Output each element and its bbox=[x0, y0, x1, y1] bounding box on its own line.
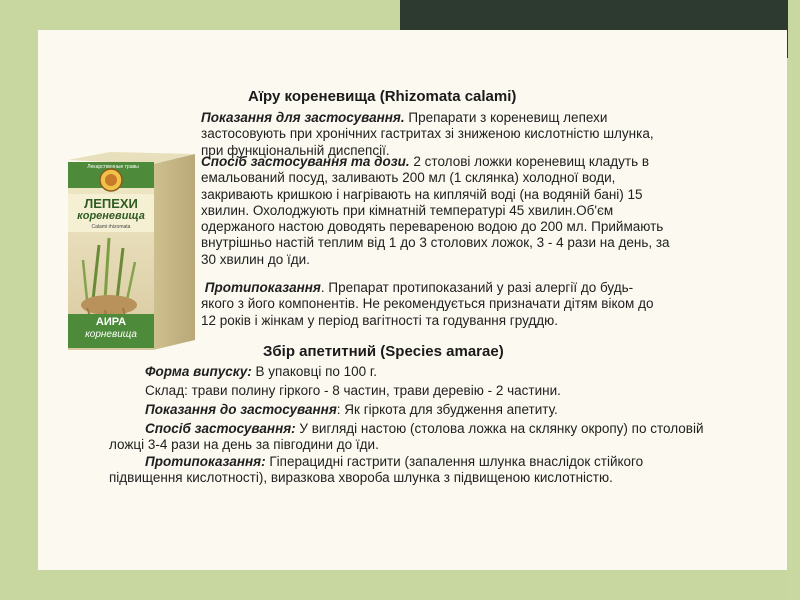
contra-text: . Препарат протипоказаний у разі алергії до будь-якого з його компонентів. Не рекомендується призначати дітям віком до 12 років і жінкам у період вагітності та годування груддю. bbox=[201, 280, 654, 328]
package-subtitle: Calami rhizomata bbox=[91, 224, 131, 230]
section2-indications bbox=[145, 402, 705, 418]
section1-indications bbox=[201, 110, 661, 159]
content-panel bbox=[38, 30, 787, 570]
method-label: Спосіб застосування та дози. bbox=[201, 154, 410, 169]
package-bottom-line1: АИРА bbox=[95, 316, 127, 328]
indications-text: Препарати з кореневищ лепехи застосовують при хронічних гастритах зі зниженою кислотністю шлунка, при функціональній диспепсії. bbox=[201, 110, 654, 158]
method2-text: У вигляді настою (столова ложка на склянку окропу) по столовій ложці 3-4 рази на день за півгодини до їди. bbox=[109, 421, 704, 453]
section2-form bbox=[145, 364, 705, 380]
indications2-text: : Як гіркота для збудження апетиту. bbox=[336, 402, 558, 417]
form-text: В упаковці по 100 г. bbox=[251, 364, 377, 379]
package-title-line2: кореневища bbox=[77, 210, 145, 222]
form-label: Форма випуску: bbox=[145, 364, 252, 379]
section1-contraindications bbox=[201, 280, 661, 329]
section1-method bbox=[201, 154, 681, 268]
section2-contraindications bbox=[109, 454, 709, 487]
method2-label: Спосіб застосування: bbox=[145, 421, 296, 436]
right-band bbox=[786, 0, 800, 600]
section1-title: Аїру кореневища (Rhizomata calami) bbox=[248, 88, 517, 105]
indications2-label: Показання до застосування bbox=[145, 402, 337, 417]
contra2-text: Гіперацидні гастрити (запалення шлунка внаслідок стійкого підвищення кислотності), виразкова хвороба шлунка з підвищеною кислотністю. bbox=[109, 454, 644, 486]
herb-package-image bbox=[65, 150, 200, 355]
section2-method bbox=[109, 421, 709, 454]
method-text: 2 столові ложки кореневищ кладуть в емальований посуд, заливають 200 мл (1 склянка) холодної води, закривають кришкою і нагрівають на киплячій воді (на водяній бані) 15 хвилин. Охолоджують при кімнатній температурі 45 хвилин.Об'єм одержаного настою доводять перевареною водою до 200 мл. Приймають внутрішньо настій теплим від 1 до 3 столових ложок, 3 - 4 рази на день, за 30 хвилин до їди. bbox=[201, 154, 670, 267]
section2-title: Збір апетитний (Species amarae) bbox=[263, 343, 504, 360]
indications-label: Показання для застосування. bbox=[201, 110, 405, 125]
section2-composition: Склад: трави полину гіркого - 8 частин, трави деревію - 2 частини. bbox=[145, 383, 561, 398]
contra-label: Протипоказання bbox=[204, 280, 321, 295]
contra2-label: Протипоказання: bbox=[145, 454, 266, 469]
package-brand-small: Лекарственные травы bbox=[87, 164, 139, 170]
package-bottom-line2: корневища bbox=[85, 329, 137, 340]
package-title-line1: ЛЕПЕХИ bbox=[84, 196, 138, 211]
